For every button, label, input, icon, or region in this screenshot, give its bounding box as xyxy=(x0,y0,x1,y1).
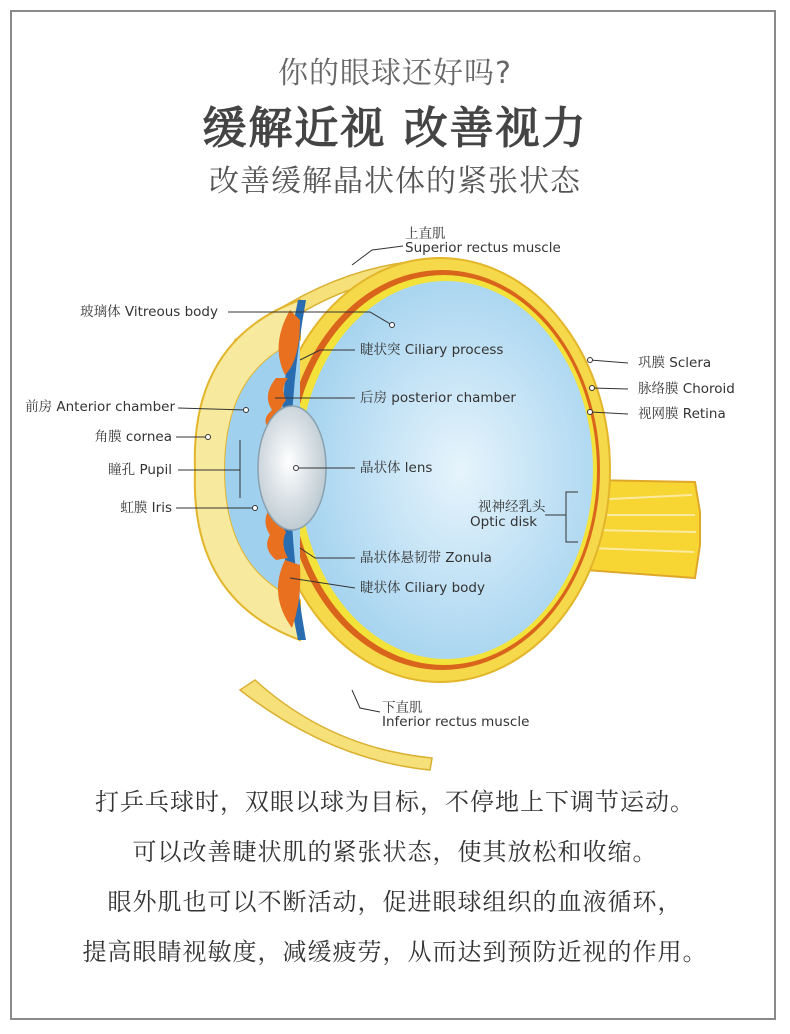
label-pupil: 瞳孔 Pupil xyxy=(108,462,172,478)
label-cornea: 角膜 cornea xyxy=(94,429,172,445)
label-inferior-cn: 下直肌 xyxy=(382,700,423,716)
body-line-4: 提高眼睛视敏度，减缓疲劳，从而达到预防近视的作用。 xyxy=(82,938,708,966)
page-title: 缓解近视 改善视力 xyxy=(202,103,588,154)
label-zonula: 晶状体悬韧带 Zonula xyxy=(360,550,492,566)
body-line-3: 眼外肌也可以不断活动，促进眼球组织的血液循环， xyxy=(107,888,683,916)
label-choroid: 脉络膜 Choroid xyxy=(638,381,735,397)
label-ciliary-body: 睫状体 Ciliary body xyxy=(360,580,485,596)
label-lens: 晶状体 lens xyxy=(360,460,433,476)
page-subtitle: 改善缓解晶状体的紧张状态 xyxy=(209,164,581,199)
label-optic-cn: 视神经乳头 xyxy=(478,499,546,515)
label-sclera: 巩膜 Sclera xyxy=(638,355,712,371)
label-retina: 视网膜 Retina xyxy=(638,406,726,422)
header-question: 你的眼球还好吗? xyxy=(278,56,512,91)
label-superior-en: Superior rectus muscle xyxy=(405,240,561,256)
label-anterior-chamber: 前房 Anterior chamber xyxy=(25,399,175,415)
label-superior-cn: 上直肌 xyxy=(405,226,446,242)
body-line-2: 可以改善睫状肌的紧张状态，使其放松和收缩。 xyxy=(132,838,658,866)
label-ciliary-process: 睫状突 Ciliary process xyxy=(360,342,504,358)
label-vitreous: 玻璃体 Vitreous body xyxy=(80,304,218,320)
label-posterior-chamber: 后房 posterior chamber xyxy=(360,390,516,406)
label-inferior-en: Inferior rectus muscle xyxy=(382,714,530,730)
label-iris: 虹膜 Iris xyxy=(120,500,172,516)
body-line-1: 打乒乓球时，双眼以球为目标，不停地上下调节运动。 xyxy=(95,788,695,816)
vitreous-body xyxy=(299,281,593,659)
label-optic-en: Optic disk xyxy=(470,514,538,530)
